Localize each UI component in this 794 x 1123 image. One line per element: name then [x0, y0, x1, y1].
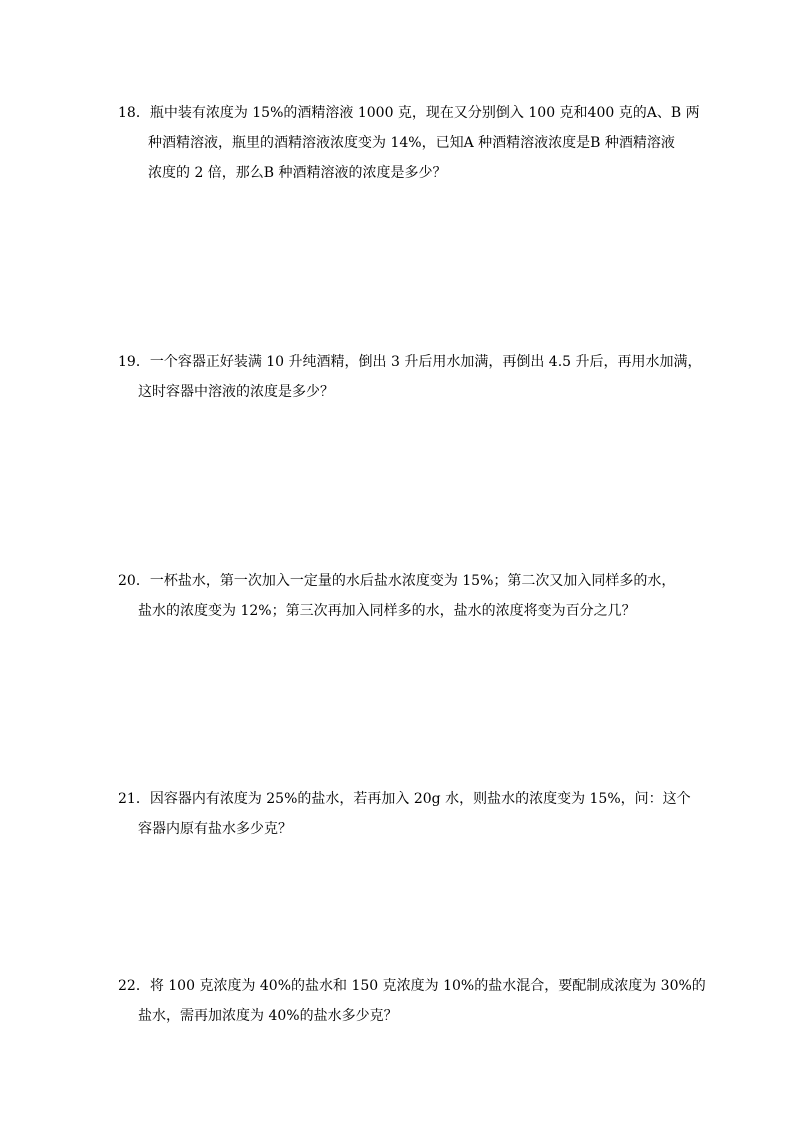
problem-text-line: 盐水，需再加浓度为 40%的盐水多少克？ [138, 1008, 398, 1024]
problem-text-line: 种酒精溶液，瓶里的酒精溶液浓度变为 14%，已知A 种酒精溶液浓度是B 种酒精溶液 [148, 135, 675, 151]
problem-number: 21． [118, 791, 150, 807]
problem-21 [118, 784, 691, 844]
problem-text-line: 这时容器中溶液的浓度是多少？ [138, 384, 334, 400]
problem-text-line: 瓶中装有浓度为 15%的酒精溶液 1000 克，现在又分别倒入 100 克和400 克的A、B 两 [149, 105, 700, 121]
problem-first-line [118, 98, 700, 128]
problem-22 [118, 971, 706, 1031]
problem-18 [118, 98, 700, 188]
problem-text-line: 因容器内有浓度为 25%的盐水，若再加入 20g 水，则盐水的浓度变为 15%，问：这个 [149, 791, 691, 807]
problem-text-line: 将 100 克浓度为 40%的盐水和 150 克浓度为 10%的盐水混合，要配制成浓度为 30%的 [149, 978, 706, 994]
problem-text-line: 一杯盐水，第一次加入一定量的水后盐水浓度变为 15%；第二次又加入同样多的水， [149, 573, 676, 589]
problem-text-line: 盐水的浓度变为 12%；第三次再加入同样多的水，盐水的浓度将变为百分之几？ [138, 603, 636, 619]
problem-number: 20． [118, 573, 150, 589]
problem-number: 18． [118, 105, 150, 121]
problem-first-line [118, 784, 691, 814]
problem-number: 19． [118, 354, 150, 370]
problem-text-line: 一个容器正好装满 10 升纯酒精，倒出 3 升后用水加满，再倒出 4.5 升后，再用水加满， [149, 354, 702, 370]
problem-first-line [118, 347, 702, 377]
problem-first-line [118, 566, 678, 596]
problem-20 [118, 566, 678, 626]
problem-text-line: 浓度的 2 倍，那么B 种酒精溶液的浓度是多少？ [148, 165, 447, 181]
problem-19 [118, 347, 702, 407]
problem-number: 22． [118, 978, 150, 994]
problem-first-line [118, 971, 706, 1001]
problem-text-line: 容器内原有盐水多少克？ [138, 821, 292, 837]
